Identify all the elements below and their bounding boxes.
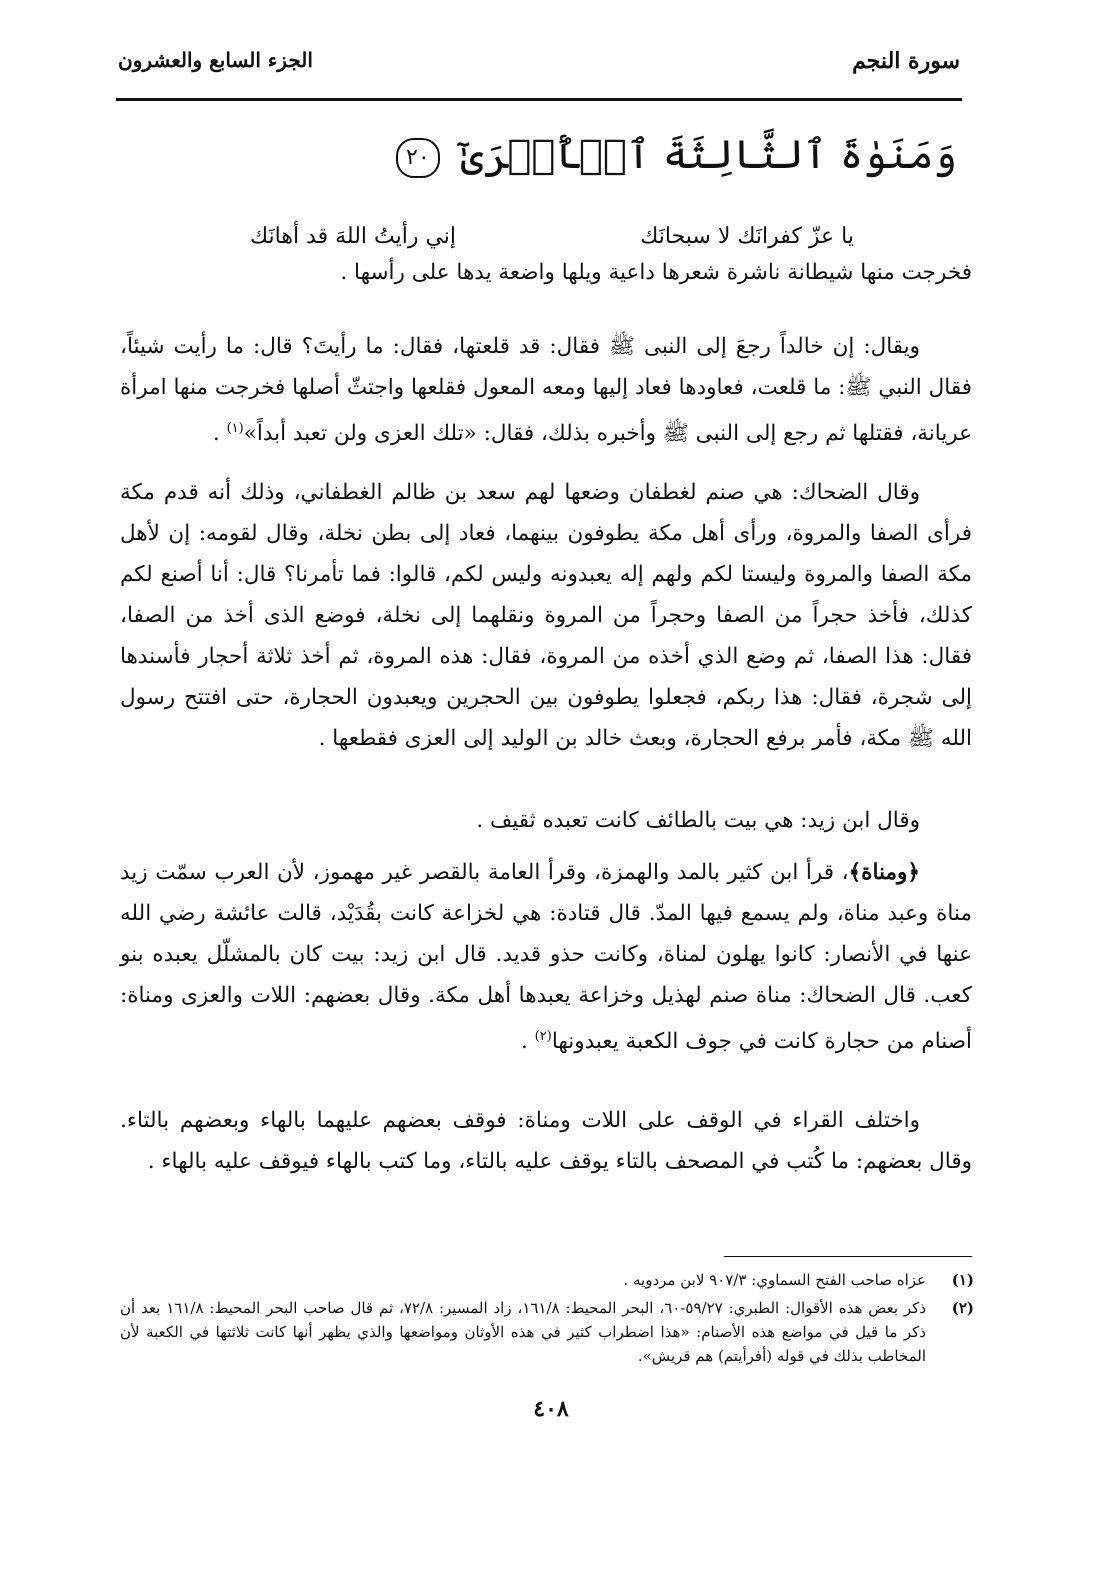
quoted-word: ﴿ومناة﴾ <box>848 860 920 885</box>
paragraph-5-text <box>120 852 972 1062</box>
running-header <box>118 48 960 92</box>
verse-number-marker: ٢٠ <box>396 138 440 178</box>
paragraph-6 <box>120 1100 972 1182</box>
footnote-divider <box>724 1256 972 1257</box>
footnote-ref-2: (٢) <box>534 1029 552 1044</box>
verse-text: وَمَنَوٰةَ ٱلثَّالِثَةَ ٱلۡأُخۡرَىٰٓ <box>460 132 957 178</box>
footnote-2 <box>120 1296 974 1368</box>
footnote-number: (٢) <box>951 1299 974 1317</box>
juz-title: الجزء السابع والعشرون <box>118 48 313 72</box>
footnotes <box>120 1268 974 1368</box>
surah-title: سورة النجم <box>852 48 960 74</box>
poem-hemistich-left: إني رأيتُ اللهَ قد أهانَك <box>250 224 457 249</box>
paragraph-5-end: . <box>521 1029 535 1055</box>
footnote-1 <box>120 1268 974 1292</box>
paragraph-2-body: ويقال: إن خالداً رجعَ إلى النبى ﷺ فقال: قد قلعتها، فقال: ما رأيتَ؟ قال: ما رأيت شيئاً، فقال النبي ﷺ: ما قلعت، فعاودها فعاد إليها ومعه المعول فقلعها واجتثّ أصلها فخرجت منها امرأة عريانة، فقتلها ثم رجع إلى النبى ﷺ وأخبره بذلك، فقال: «تلك العزى ولن تعبد أبداً» <box>120 334 972 447</box>
header-divider <box>116 98 962 101</box>
paragraph-3-text: وقال الضحاك: هي صنم لغطفان وضعها لهم سعد بن ظالم الغطفاني، وذلك أنه قدم مكة فرأى الصفا والمروة، ورأى أهل مكة يطوفون بينهما، فعاد إلى بطن نخلة، وقال لقومه: إن لأهل مكة الصفا والمروة وليستا لكم ولهم إله يعبدونه وليس لكم، قالوا: فما تأمرنا؟ قال: أنا أصنع لكم كذلك، فأخذ حجراً من الصفا وحجراً من المروة ونقلهما إلى نخلة، فوضع الذى أخذ من الصفا، فقال: هذا الصفا، ثم وضع الذي أخذه من المروة، فقال: هذه المروة، ثم أخذ ثلاثة أحجار فأسندها إلى شجرة، فقال: هذا ربكم، فجعلوا يطوفون بين الحجرين ويعبدون الحجارة، حتى افتتح رسول الله ﷺ مكة، فأمر برفع الحجارة، وبعث خالد بن الوليد إلى العزى فقطعها . <box>120 480 972 751</box>
paragraph-5 <box>120 852 972 1062</box>
paragraph-1-text: فخرجت منها شيطانة ناشرة شعرها داعية ويلها واضعة يدها على رأسها . <box>340 260 972 285</box>
paragraph-2-end: . <box>212 421 227 447</box>
paragraph-4 <box>120 800 972 841</box>
poem-hemistich-right: يا عزّ كفرانَك لا سبحانَك <box>640 224 854 249</box>
paragraph-6-text: واختلف القراء في الوقف على اللات ومناة: فوقف بعضهم عليهما بالهاء وبعضهم بالتاء. وقال بعضهم: ما كُتب في المصحف بالتاء يوقف عليه بالتاء، وما كتب بالهاء فيوقف عليه بالهاء . <box>120 1108 972 1174</box>
footnote-text: ذكر بعض هذه الأقوال: الطبري: ٥٩/٢٧-٦٠، البحر المحيط: ١٦١/٨، زاد المسير: ٧٢/٨، ثم قال صاحب البحر المحيط: ١٦١/٨ بعد أن ذكر ما قيل في مواضع هذه الأصنام: «هذا اضطراب كثير في هذه الأوثان ومواضعها والذي يظهر أنها كانت ثلاثتها في الكعبة لأن المخاطب بذلك في قوله (أفرأيتم) هم قريش». <box>120 1299 926 1365</box>
paragraph-2-text <box>120 326 972 454</box>
page-number: ٤٠٨ <box>533 1396 569 1422</box>
paragraph-3 <box>120 472 972 759</box>
paragraph-2 <box>120 326 972 454</box>
quran-verse <box>396 125 957 185</box>
paragraph-5-body: ، قرأ ابن كثير بالمد والهمزة، وقرأ العامة بالقصر غير مهموز، لأن العرب سمّت زيد مناة وعبد مناة، ولم يسمع فيها المدّ. قال قتادة: هي لخزاعة كانت بقُدَيْد، قالت عائشة رضي الله عنها في الأنصار: كانوا يهلون لمناة، وكانت حذو قديد. قال ابن زيد: بيت كان بالمشلّل يعبده بنو كعب. قال الضحاك: مناة صنم لهذيل وخزاعة يعبدها أهل مكة. وقال بعضهم: اللات والعزى ومناة: أصنام من حجارة كانت في جوف الكعبة يعبدونها <box>120 860 972 1055</box>
paragraph-1 <box>120 252 972 293</box>
footnote-text: عزاه صاحب الفتح السماوي: ٩٠٧/٣ لابن مردويه . <box>623 1271 926 1289</box>
footnote-number: (١) <box>951 1271 974 1289</box>
paragraph-4-text: وقال ابن زيد: هي بيت بالطائف كانت تعبده ثقيف . <box>476 808 920 833</box>
footnote-ref-1: (١) <box>226 421 244 436</box>
